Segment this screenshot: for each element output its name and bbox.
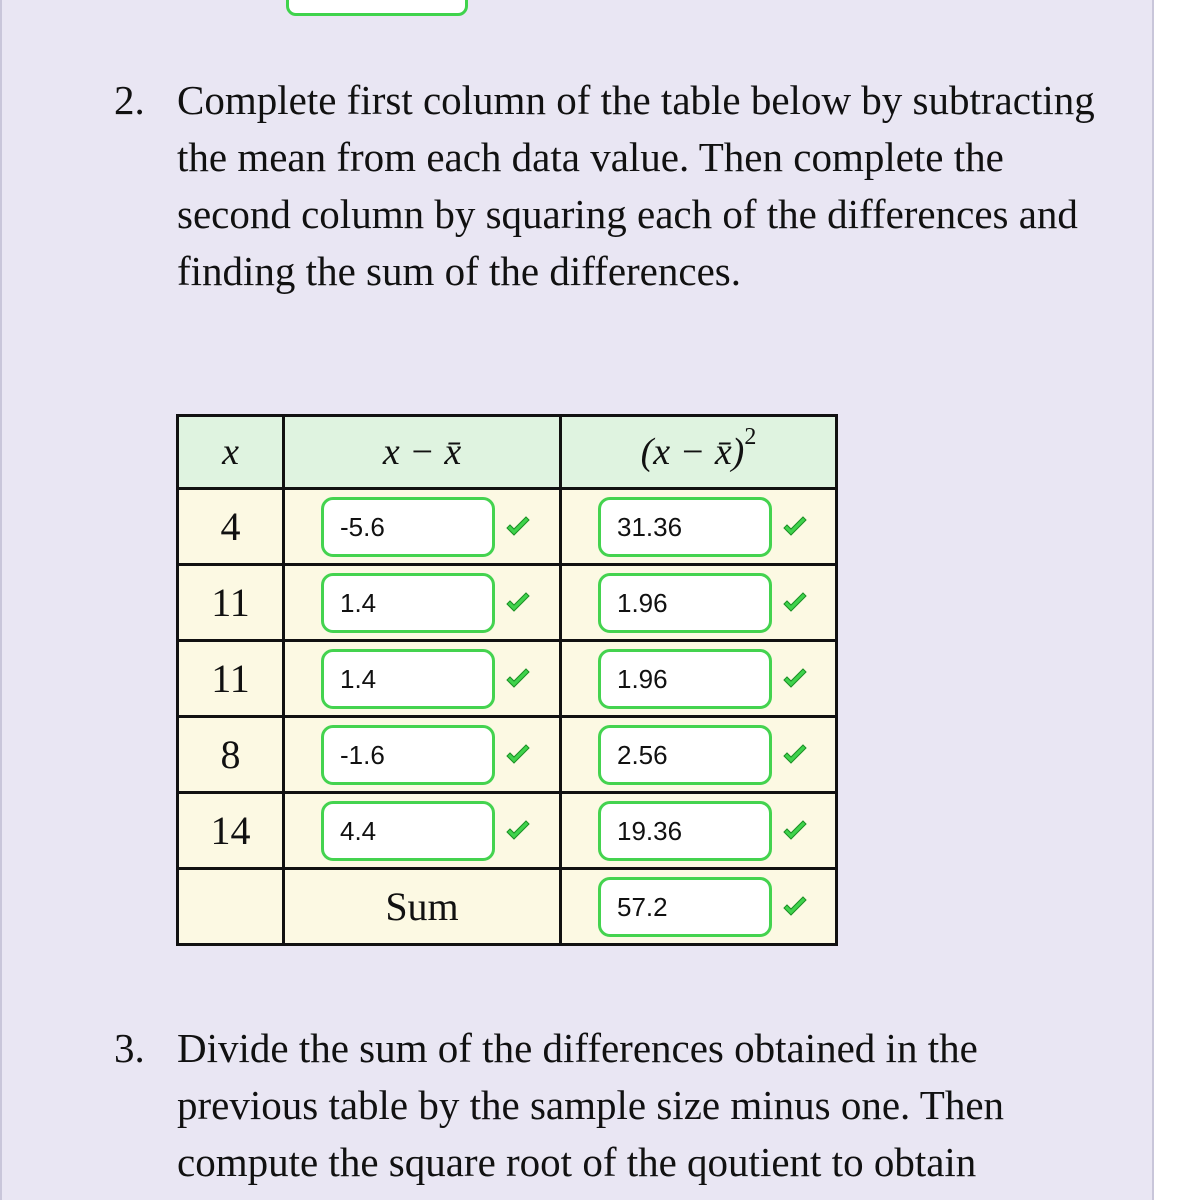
deviation-input[interactable]: -1.6 bbox=[321, 725, 495, 785]
sum-row bbox=[178, 869, 837, 945]
previous-answer-input[interactable] bbox=[286, 0, 468, 16]
x-value: 11 bbox=[178, 641, 284, 717]
checkmark-icon bbox=[505, 818, 531, 844]
checkmark-icon bbox=[782, 590, 808, 616]
squared-deviation-input[interactable]: 1.96 bbox=[598, 573, 772, 633]
squared-deviation-input[interactable]: 31.36 bbox=[598, 497, 772, 557]
deviation-input[interactable]: 4.4 bbox=[321, 801, 495, 861]
deviation-input[interactable]: 1.4 bbox=[321, 573, 495, 633]
table-row bbox=[178, 489, 837, 565]
x-value: 14 bbox=[178, 793, 284, 869]
squared-deviation-input[interactable]: 1.96 bbox=[598, 649, 772, 709]
deviation-table bbox=[176, 414, 838, 946]
table-header-row bbox=[178, 416, 837, 489]
checkmark-icon bbox=[782, 894, 808, 920]
header-x: x bbox=[178, 416, 284, 489]
checkmark-icon bbox=[782, 742, 808, 768]
question-2-text: Complete first column of the table below by subtracting the mean from each data value. Then complete the second column by squaring each of the differences and finding the sum of the differences. bbox=[177, 77, 1095, 294]
checkmark-icon bbox=[505, 742, 531, 768]
sum-input[interactable]: 57.2 bbox=[598, 877, 772, 937]
table-row bbox=[178, 717, 837, 793]
x-value: 8 bbox=[178, 717, 284, 793]
table-row bbox=[178, 641, 837, 717]
sum-empty-cell bbox=[178, 869, 284, 945]
header-deviation: x − x̄ bbox=[284, 416, 561, 489]
question-3 bbox=[114, 1020, 1114, 1191]
table-row bbox=[178, 565, 837, 641]
table-row bbox=[178, 793, 837, 869]
checkmark-icon bbox=[782, 818, 808, 844]
sum-label: Sum bbox=[284, 869, 561, 945]
question-2 bbox=[114, 72, 1114, 300]
x-value: 11 bbox=[178, 565, 284, 641]
header-squared-deviation: (x − x̄)$^2$ bbox=[561, 416, 837, 489]
question-3-text: Divide the sum of the differences obtained in the previous table by the sample size minus one. Then compute the square root of the qoutient to obtain bbox=[177, 1025, 1005, 1185]
x-value: 4 bbox=[178, 489, 284, 565]
checkmark-icon bbox=[782, 514, 808, 540]
checkmark-icon bbox=[505, 514, 531, 540]
checkmark-icon bbox=[505, 666, 531, 692]
squared-deviation-input[interactable]: 19.36 bbox=[598, 801, 772, 861]
question-2-number: 2. bbox=[114, 77, 145, 123]
checkmark-icon bbox=[782, 666, 808, 692]
question-3-number: 3. bbox=[114, 1025, 145, 1071]
squared-deviation-input[interactable]: 2.56 bbox=[598, 725, 772, 785]
checkmark-icon bbox=[505, 590, 531, 616]
deviation-input[interactable]: -5.6 bbox=[321, 497, 495, 557]
deviation-input[interactable]: 1.4 bbox=[321, 649, 495, 709]
